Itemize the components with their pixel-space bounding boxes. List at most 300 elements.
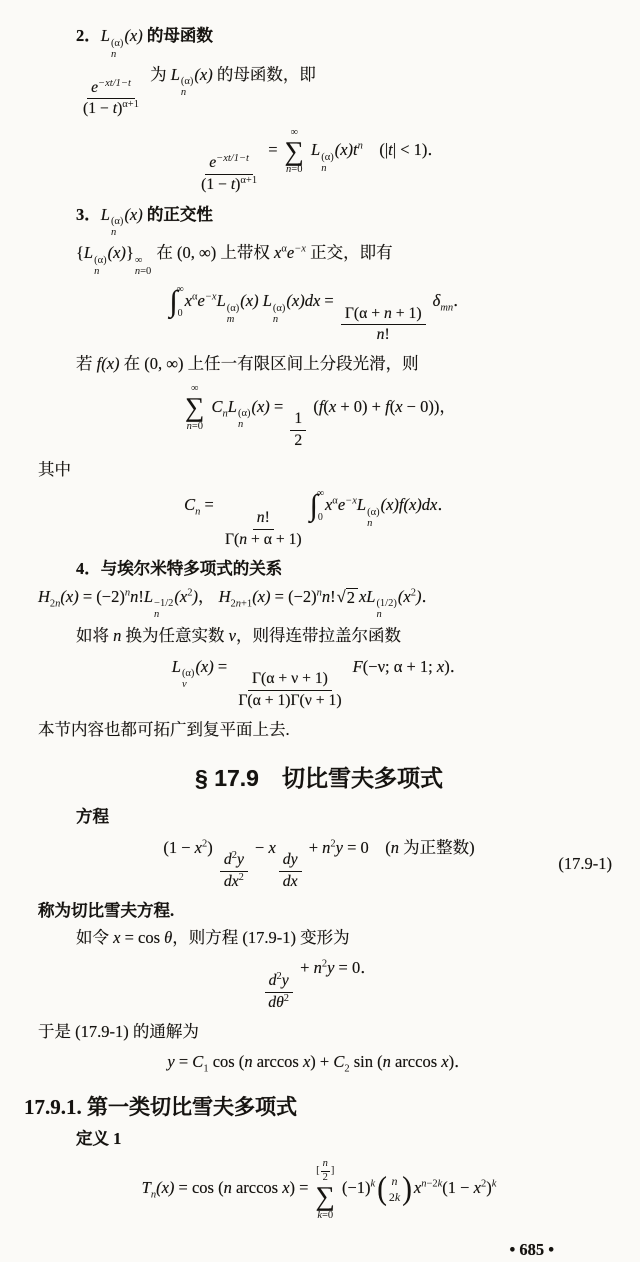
text-run: +	[296, 958, 314, 978]
text-run: ．	[421, 586, 438, 606]
item-heading-2	[76, 25, 618, 60]
text-run: n	[390, 837, 400, 857]
text-run: Γ(α +	[344, 304, 384, 322]
text-run: (x)	[194, 64, 213, 84]
text-run: n	[134, 266, 141, 278]
text-run: L	[306, 140, 321, 160]
display-formula	[20, 285, 618, 345]
text-run: 2	[230, 597, 236, 609]
super-subscript	[227, 303, 240, 325]
super-subscript	[367, 507, 380, 529]
superscript	[216, 153, 249, 164]
text-run: y	[167, 1052, 175, 1072]
text-run: y	[236, 851, 244, 869]
text-run: ，则方程	[172, 928, 243, 948]
text-run: d	[268, 972, 277, 990]
text-run: L	[143, 586, 154, 606]
text-run: !	[264, 508, 270, 526]
text-run: 0	[317, 512, 323, 524]
superscript	[240, 175, 257, 186]
text-run: n	[322, 837, 331, 857]
text-run: 上任一有限区间上分段光滑，则	[183, 354, 419, 374]
text-run: ，	[197, 586, 215, 606]
text-run: = cos (	[174, 1178, 224, 1198]
text-run: n	[384, 304, 392, 322]
text-run: arccos	[390, 1052, 442, 1072]
text-run: e	[286, 243, 295, 263]
text-run: 2	[283, 992, 290, 1004]
text-run: n	[110, 48, 117, 60]
text-run: n	[235, 597, 242, 609]
text-run: 如令	[76, 928, 114, 948]
fraction	[290, 410, 306, 451]
section-title	[20, 763, 618, 794]
super-subscript	[135, 255, 151, 277]
text-run: n	[195, 506, 201, 518]
text-run: n	[313, 958, 322, 978]
text-run: x	[473, 1178, 481, 1198]
text-run: k	[491, 1178, 497, 1190]
paragraph	[76, 64, 618, 119]
subscript	[50, 598, 61, 609]
text-run: 2	[321, 958, 328, 970]
text-run: =0	[321, 1209, 334, 1221]
text-run: n	[286, 164, 292, 176]
text-run: (1/2)	[376, 598, 397, 610]
text-run: + 0) +	[336, 396, 386, 416]
text-run: α	[281, 243, 287, 255]
text-run: =	[264, 140, 282, 160]
text-run: )．	[448, 1052, 471, 1072]
text-run: (α)	[367, 506, 380, 518]
text-run: −1/2	[154, 598, 174, 610]
text-run: sin (	[349, 1052, 383, 1072]
text-run: −	[250, 837, 269, 857]
text-run: x	[194, 837, 202, 857]
text-run: (x)t	[334, 140, 358, 160]
text-run: !	[330, 586, 336, 606]
text-run: ．	[437, 495, 454, 514]
text-run: =0	[191, 420, 203, 432]
text-run: − 0))，	[402, 396, 456, 416]
text-run: C	[333, 1052, 345, 1072]
text-run: α+1	[240, 174, 258, 186]
text-run: | < 1)．	[392, 140, 444, 160]
text-run: (x)	[60, 586, 79, 606]
text-run: x	[268, 837, 276, 857]
text-run: = 0 (	[342, 837, 391, 857]
text-run: 本节内容也都可拓广到复平面上去.	[38, 719, 290, 739]
superscript	[371, 1179, 376, 1190]
text-run: )	[235, 175, 241, 193]
text-run: H	[214, 586, 231, 606]
equation-number: (17.9-1)	[558, 854, 612, 874]
text-run: (α)	[272, 302, 286, 314]
text-run: 3．	[76, 204, 101, 224]
superscript	[284, 993, 289, 1004]
text-run: (|	[362, 140, 389, 160]
paragraph	[38, 719, 618, 741]
superscript	[98, 77, 131, 88]
text-run: n	[124, 587, 131, 599]
super-subscript	[321, 152, 334, 174]
text-run: n	[154, 609, 160, 621]
text-run: α	[192, 291, 198, 303]
item-heading-4	[76, 558, 618, 580]
paragraph	[76, 242, 618, 277]
text-run: n	[237, 419, 244, 431]
text-run: n	[150, 1189, 157, 1201]
superscript	[294, 244, 306, 255]
subscript	[440, 302, 453, 313]
text-run: mn	[440, 302, 454, 314]
superscript	[122, 99, 139, 110]
text-run: n	[421, 1178, 427, 1190]
text-run: y	[281, 972, 289, 990]
text-run: n	[186, 420, 192, 432]
text-run: 4．与埃尔米特多项式的关系	[76, 559, 283, 579]
text-run: x	[324, 495, 333, 514]
definition-label	[76, 1128, 618, 1150]
display-formula	[20, 656, 618, 711]
text-run: )	[117, 100, 123, 118]
text-run: arccos	[252, 1052, 303, 1072]
page-content	[20, 25, 618, 1221]
text-run: 称为切比雪夫方程.	[38, 900, 175, 920]
text-run: δ	[428, 290, 441, 310]
text-run: xL	[358, 586, 376, 606]
text-run: ∞	[290, 127, 299, 139]
text-run: t	[388, 140, 393, 160]
text-run: 的通解为	[128, 1021, 199, 1041]
text-run: (α)	[110, 37, 124, 49]
text-run: 2	[344, 1063, 350, 1075]
superscript	[239, 872, 244, 883]
text-run: ) =	[289, 1178, 313, 1198]
text-run: L	[216, 290, 226, 310]
text-run: C	[192, 1052, 204, 1072]
text-run: (1 −	[442, 1178, 474, 1198]
text-run: n	[223, 1178, 232, 1198]
text-run: n	[180, 87, 187, 99]
text-run: ) +	[310, 1052, 334, 1072]
text-run: (x)	[124, 204, 143, 224]
fraction	[79, 79, 143, 120]
text-run: =	[213, 656, 232, 676]
text-run: (x)dx	[286, 290, 321, 310]
text-run: k	[394, 1189, 401, 1204]
text-run: 2	[322, 1171, 328, 1183]
text-run: H	[38, 586, 50, 606]
text-run: L	[171, 656, 181, 676]
text-run: 的正交性	[142, 204, 213, 224]
text-run: L	[356, 495, 367, 514]
text-run: x	[413, 1178, 422, 1198]
text-run: y	[327, 958, 335, 978]
fraction	[197, 154, 261, 195]
text-run: n	[110, 227, 117, 239]
text-run: 其中	[38, 459, 71, 479]
text-run: C	[207, 396, 223, 416]
text-run: n	[244, 1052, 253, 1072]
fraction	[341, 305, 426, 346]
super-subscript	[273, 303, 286, 325]
paragraph	[38, 586, 618, 621]
text-run: −2	[426, 1178, 438, 1190]
text-run: 的母函数	[142, 26, 213, 45]
paragraph	[38, 459, 618, 481]
text-run: +	[304, 837, 323, 857]
text-run: =0	[140, 266, 152, 278]
text-run: (x	[174, 586, 188, 606]
text-run: 2	[187, 587, 193, 599]
text-run: −x	[204, 291, 217, 303]
text-run: ∞	[134, 255, 143, 267]
text-run: 的母函数，即	[212, 64, 316, 84]
text-run: ν	[181, 679, 187, 691]
text-run: x	[441, 1052, 449, 1072]
text-run: dx	[223, 873, 239, 891]
display-formula	[20, 383, 618, 450]
text-run: k	[317, 1209, 322, 1221]
text-run: =	[269, 396, 288, 416]
super-subscript	[111, 38, 124, 60]
text-run: n	[130, 586, 139, 606]
text-run: n	[382, 1052, 391, 1072]
text-run: = (−2)	[270, 586, 317, 606]
text-run: t	[230, 175, 236, 193]
text-run: (x)f(x)dx	[380, 495, 438, 514]
text-run: x	[395, 396, 403, 416]
text-run: t	[112, 100, 118, 118]
text-run: !	[384, 326, 390, 344]
text-run: n	[321, 586, 331, 606]
text-run: d	[223, 851, 232, 869]
text-run: 为正整数)	[399, 837, 475, 857]
text-run: (x) L	[240, 290, 272, 310]
text-run: 2．	[76, 26, 101, 45]
text-run: (x)	[156, 1178, 175, 1198]
page-number: • 685 •	[509, 1240, 554, 1260]
text-run: (x)	[251, 396, 270, 416]
text-run: )	[486, 1178, 492, 1198]
text-run: (x)	[124, 26, 143, 45]
super-subscript	[154, 598, 173, 620]
superscript	[421, 1179, 442, 1190]
fraction	[220, 851, 248, 892]
text-run: n	[367, 517, 373, 529]
text-run: 2	[238, 871, 244, 883]
text-run: (α)	[321, 151, 334, 163]
text-run: (17.9-1)	[75, 1021, 129, 1041]
text-run: 在	[152, 243, 178, 263]
text-run: n	[272, 313, 279, 325]
text-run: 2	[49, 597, 56, 609]
text-run: n	[322, 1157, 328, 1169]
text-run: )．	[444, 656, 467, 676]
text-run: x	[113, 928, 121, 948]
text-run: 0	[177, 308, 183, 320]
text-run: )	[415, 586, 422, 606]
text-run: (−1)	[337, 1178, 371, 1198]
text-run: n	[376, 609, 382, 621]
fraction	[264, 972, 293, 1013]
text-run: n	[357, 140, 363, 152]
text-run: 2	[231, 850, 237, 862]
text-run: (α)	[110, 216, 124, 228]
sum-operator: [ $\frac{n}{2}$ ] ∑ k =0	[315, 1157, 335, 1221]
text-run: e	[209, 153, 217, 171]
text-run: (	[309, 396, 319, 416]
sum-operator: ∞ ∑ n =0	[185, 383, 205, 432]
superscript	[345, 496, 357, 507]
text-run: dθ	[268, 993, 284, 1011]
super-subscript	[238, 408, 251, 430]
text-run: x	[184, 290, 192, 310]
text-run: =	[320, 290, 338, 310]
text-run: L	[100, 204, 110, 224]
text-run: 变形为	[295, 928, 350, 948]
text-run: n	[256, 508, 265, 526]
super-subscript	[376, 598, 396, 620]
text-run: L	[170, 64, 180, 84]
text-run: n	[239, 530, 248, 548]
text-run: 为	[145, 64, 171, 84]
text-run: n	[55, 597, 61, 609]
text-run: θ	[164, 928, 173, 948]
text-run: F	[348, 656, 363, 676]
text-run: 上带权	[216, 243, 275, 263]
text-run: (	[323, 396, 329, 416]
text-run: 换为任意实数	[121, 626, 229, 646]
text-run: 方程	[76, 807, 109, 827]
text-run: § 17.9 切比雪夫多项式	[195, 765, 443, 792]
text-run: +1	[241, 597, 253, 609]
super-subscript	[94, 255, 107, 277]
text-run: f	[385, 396, 390, 416]
display-formula	[20, 1051, 618, 1073]
text-run: dx	[282, 873, 298, 891]
text-run: n	[113, 626, 122, 646]
text-run: f(x)	[96, 354, 120, 374]
text-run: dy	[282, 851, 298, 869]
fraction	[234, 670, 345, 711]
text-run: (x	[397, 586, 411, 606]
text-run: (0, ∞)	[177, 243, 217, 263]
paragraph	[76, 927, 618, 949]
text-run: = cos	[120, 928, 165, 948]
display-formula	[20, 127, 618, 194]
binomial-coefficient: ( n 2k )	[377, 1171, 412, 1207]
integral-operator: ∫ ∞ 0	[309, 488, 324, 524]
text-run: T	[141, 1178, 151, 1198]
text-run: 如将	[76, 626, 114, 646]
text-run: ∞	[316, 488, 324, 500]
text-run: 2	[410, 587, 416, 599]
display-formula	[20, 489, 618, 549]
text-run: =0	[291, 164, 303, 176]
text-run: k	[437, 1178, 443, 1190]
text-run: )	[192, 586, 198, 606]
text-run: 2	[480, 1178, 487, 1190]
text-run: −x	[345, 495, 357, 507]
text-run: = (−2)	[78, 586, 125, 606]
text-run: e	[337, 495, 346, 514]
sum-operator: ∞ ∑ n =0	[284, 127, 304, 176]
text-run: −x	[294, 243, 306, 255]
text-run: (17.9-1)	[242, 928, 296, 948]
text-run: L	[100, 26, 110, 45]
text-run: (−ν; α + 1;	[362, 656, 437, 676]
text-run: + 1)	[391, 304, 422, 322]
text-run: 17.9.1. 第一类切比雪夫多项式	[24, 1095, 297, 1120]
text-run: −xt/1−t	[216, 152, 249, 164]
text-run: f	[318, 396, 324, 416]
text-run: (	[389, 396, 396, 416]
text-run: 2	[330, 838, 336, 850]
text-run: (1 −	[163, 837, 195, 857]
text-run: x	[302, 1052, 311, 1072]
paragraph	[38, 1021, 618, 1043]
text-run: Γ(	[224, 530, 240, 548]
text-run: 若	[76, 354, 97, 374]
text-run: (0, ∞)	[144, 354, 184, 374]
text-run: !	[138, 586, 144, 606]
text-run: }	[125, 243, 134, 263]
text-run: 2	[388, 1189, 395, 1204]
subscript	[231, 598, 253, 609]
paragraph	[76, 353, 618, 375]
text-run: (x)	[107, 243, 126, 263]
subsection-title	[24, 1093, 618, 1121]
text-run: cos (	[208, 1052, 245, 1072]
text-run: (α)	[181, 668, 195, 680]
text-run: ∞	[191, 383, 199, 395]
text-run: ，则得连带拉盖尔函数	[235, 626, 401, 646]
text-run: x	[274, 243, 282, 263]
text-run: 正交，即有	[305, 243, 393, 263]
text-run: (α)	[226, 302, 240, 314]
text-run: 2	[294, 432, 303, 450]
text-run: ν	[228, 626, 236, 646]
superscript	[492, 1179, 497, 1190]
fraction	[221, 509, 306, 550]
text-run: 1	[203, 1063, 209, 1075]
text-run: = 0．	[334, 958, 377, 978]
text-run: x	[436, 656, 445, 676]
text-run: ∞	[176, 284, 184, 296]
text-run: (α)	[237, 408, 251, 420]
text-run: (α)	[94, 255, 107, 267]
text-run: x	[328, 396, 337, 416]
text-run: (1 −	[83, 100, 113, 118]
superscript	[205, 291, 217, 302]
text-run: α	[332, 495, 338, 507]
text-run: 定义 1	[76, 1128, 122, 1148]
paragraph	[76, 806, 618, 828]
text-run: arccos	[231, 1178, 283, 1198]
text-run: n	[316, 587, 322, 599]
text-run: ]	[330, 1165, 335, 1177]
text-run: =	[200, 495, 218, 514]
display-formula	[20, 837, 618, 892]
text-run: + α + 1)	[247, 530, 302, 548]
text-run: L	[227, 396, 237, 416]
text-run: 2	[346, 587, 355, 607]
text-run: =	[174, 1052, 193, 1072]
text-run: k	[370, 1178, 376, 1190]
text-run: y	[335, 837, 343, 857]
